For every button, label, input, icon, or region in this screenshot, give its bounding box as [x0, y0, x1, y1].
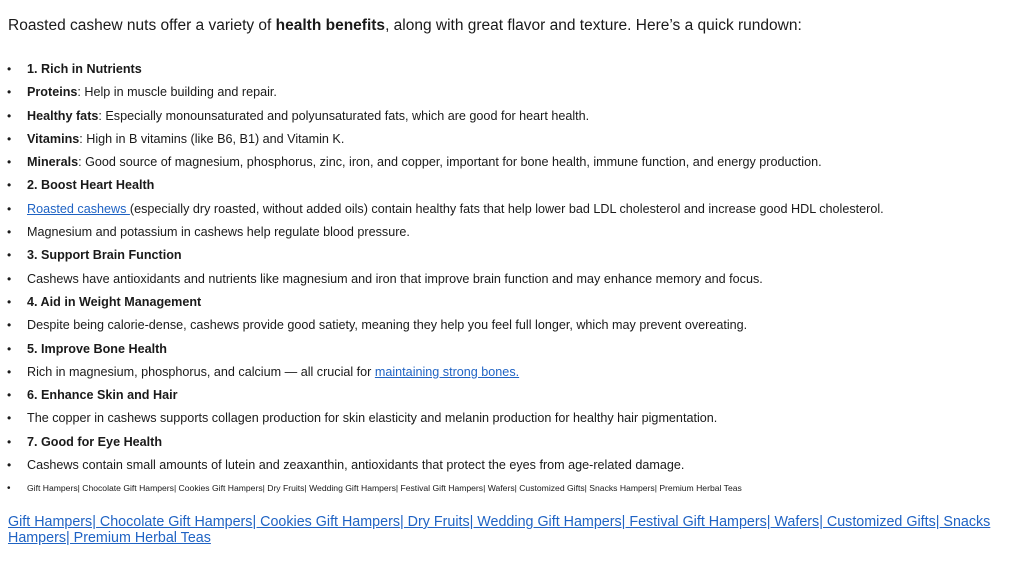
list-item-heading-eye [7, 431, 1012, 454]
intro-paragraph [8, 16, 1008, 36]
heading-text: 2. Boost Heart Health [27, 178, 155, 193]
term-label: Minerals [27, 155, 79, 170]
item-text: Magnesium and potassium in cashews help regulate blood pressure. [27, 225, 410, 240]
list-item-heading-brain [7, 244, 1012, 267]
roasted-cashews-link[interactable]: Roasted cashews [27, 201, 130, 216]
intro-text-after: , along with great flavor and texture. Here’s a quick rundown: [385, 17, 802, 34]
list-item-heading-skin [7, 384, 1012, 407]
footer-gift-links[interactable]: Gift Hampers| Chocolate Gift Hampers| Cookies Gift Hampers| Dry Fruits| Wedding Gift Hampers| Festival Gift Hampers| Wafers| Customized Gifts| Snacks Hampers| Premium Herbal Teas [8, 514, 991, 546]
heading-text: 3. Support Brain Function [27, 248, 182, 263]
heading-text: 7. Good for Eye Health [27, 434, 163, 449]
item-text: The copper in cashews supports collagen production for skin elasticity and melanin production for healthy hair pigmentation. [27, 411, 718, 426]
list-item-heading-heart [7, 174, 1012, 197]
list-item-minerals [7, 151, 1012, 174]
item-text: Despite being calorie-dense, cashews provide good satiety, meaning they help you feel full longer, which may prevent overeating. [27, 318, 748, 333]
item-text: Rich in magnesium, phosphorus, and calcium — all crucial for [27, 364, 375, 379]
list-item-copper [7, 407, 1012, 430]
term-description: : Good source of magnesium, phosphorus, zinc, iron, and copper, important for bone health, immune function, and energy production. [78, 155, 822, 170]
list-item-roasted-cashews [7, 198, 1012, 221]
item-text: Gift Hampers| Chocolate Gift Hampers| Cookies Gift Hampers| Dry Fruits| Wedding Gift Hampers| Festival Gift Hampers| Wafers| Customized Gifts| Snacks Hampers| Premium Herbal Teas [27, 483, 742, 494]
benefits-list [7, 58, 1012, 500]
strong-bones-link[interactable]: maintaining strong bones. [374, 364, 520, 379]
list-item-bone-minerals [7, 361, 1012, 384]
list-item-vitamins [7, 128, 1012, 151]
intro-text-before: Roasted cashew nuts offer a variety of [8, 17, 276, 34]
list-item-proteins [7, 81, 1012, 104]
list-item-healthy-fats [7, 105, 1012, 128]
term-label: Vitamins [27, 131, 80, 146]
item-text: Cashews have antioxidants and nutrients like magnesium and iron that improve brain function and may enhance memory and focus. [27, 271, 763, 286]
term-label: Proteins [27, 85, 78, 100]
list-item-gift-categories [7, 477, 1012, 500]
term-description: : High in B vitamins (like B6, B1) and Vitamin K. [79, 131, 345, 146]
term-description: : Help in muscle building and repair. [77, 85, 277, 100]
heading-text: 4. Aid in Weight Management [27, 294, 202, 309]
item-text: (especially dry roasted, without added oils) contain healthy fats that help lower bad LDL cholesterol and increase good HDL cholesterol. [129, 201, 884, 216]
item-text: Cashews contain small amounts of lutein and zeaxanthin, antioxidants that protect the eyes from age-related damage. [27, 458, 685, 473]
heading-text: 6. Enhance Skin and Hair [27, 388, 178, 403]
list-item-brain-function [7, 268, 1012, 291]
list-item-satiety [7, 314, 1012, 337]
term-label: Healthy fats [27, 108, 99, 123]
heading-text: 1. Rich in Nutrients [27, 62, 142, 76]
term-description: : Especially monounsaturated and polyunsaturated fats, which are good for heart health. [98, 108, 590, 123]
list-item-heading-nutrients [7, 58, 1012, 81]
list-item-lutein [7, 454, 1012, 477]
list-item-heading-weight [7, 291, 1012, 314]
list-item-heading-bone [7, 338, 1012, 361]
intro-bold-text: health benefits [275, 17, 386, 34]
list-item-blood-pressure [7, 221, 1012, 244]
heading-text: 5. Improve Bone Health [27, 341, 167, 356]
